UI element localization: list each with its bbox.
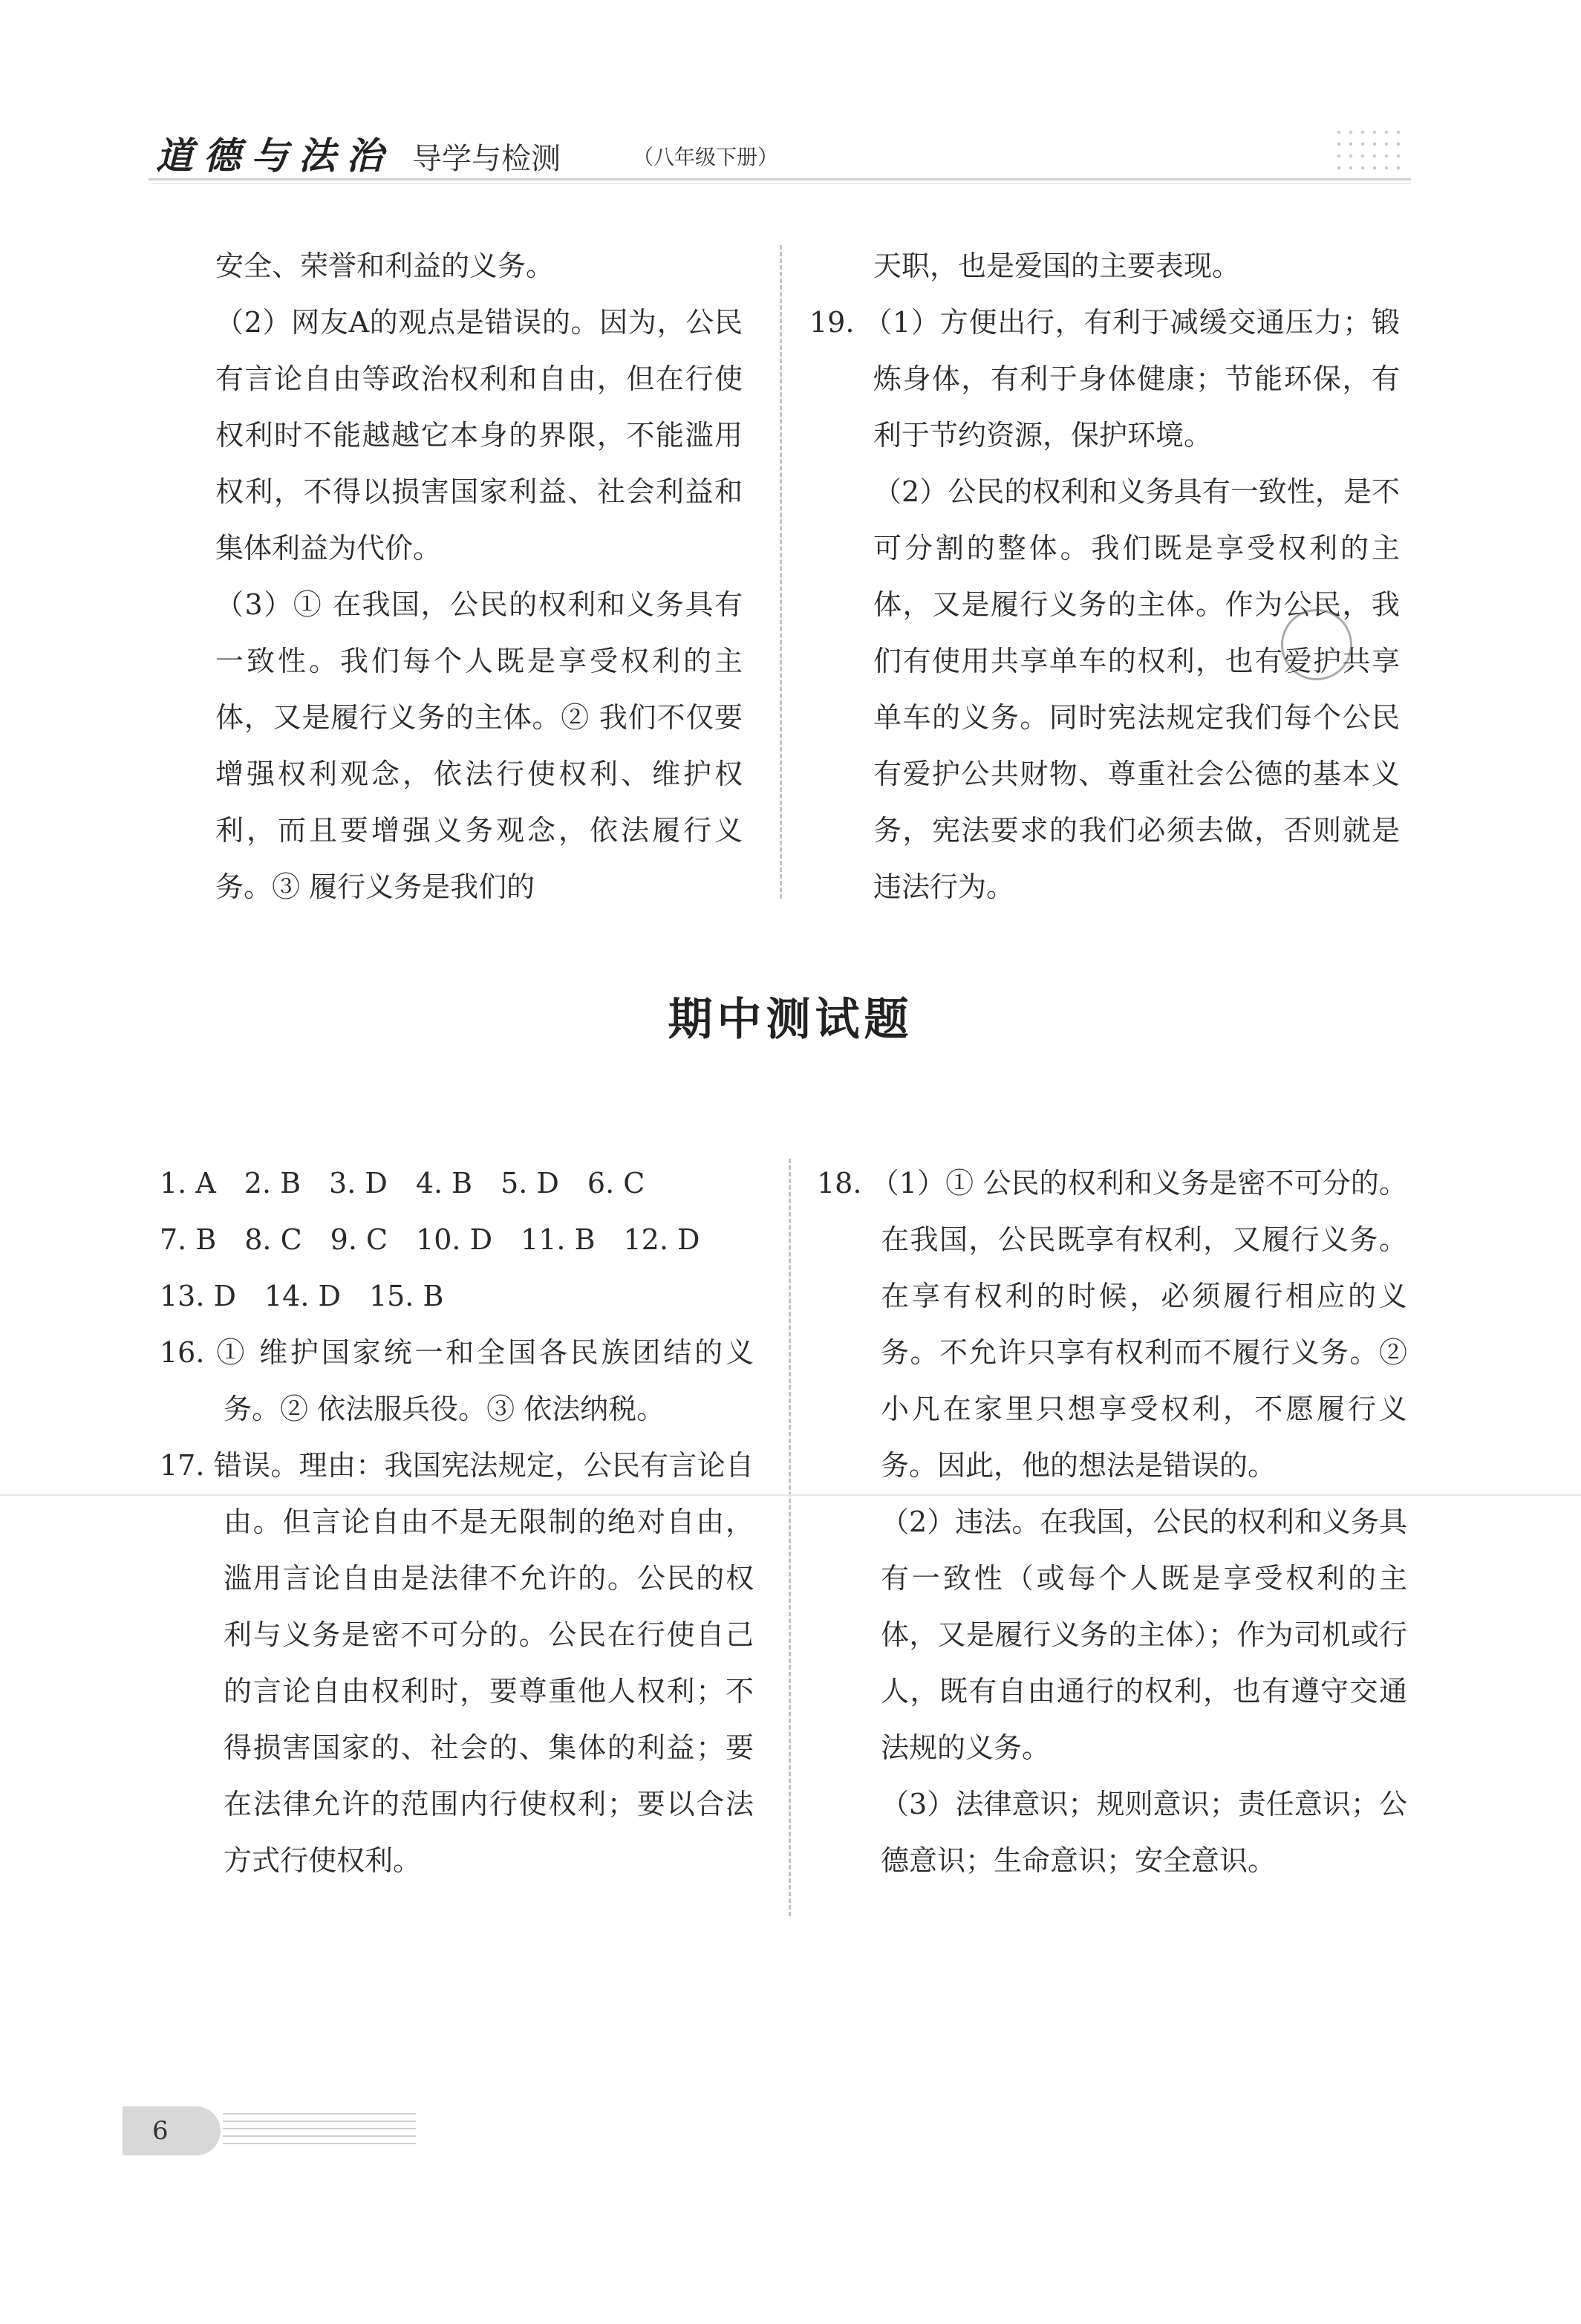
answer-paragraph: （2）违法。在我国，公民的权利和义务具有一致性（或每个人既是享受权利的主体，又是履行义务的主体）；作为司机或行人，既有自由通行的权利，也有遵守交通法规的义务。 (881, 1506, 1407, 1764)
page-number: 6 (123, 2106, 221, 2155)
top-left-column (215, 238, 743, 915)
answer-paragraph: （3）法律意识；规则意识；责任意识；公德意识；生命意识；安全意识。 (881, 1788, 1407, 1877)
header-rule (149, 178, 1411, 180)
column-divider-bottom (789, 1159, 791, 1916)
answer-item-19: 19. （1）方便出行，有利于减缓交通压力；锻炼身体，有利于身体健康；节能环保，有利于节约资源，保护环境。 (809, 306, 1400, 452)
column-divider-top (780, 245, 782, 899)
bottom-right-column (817, 1155, 1407, 1889)
answer-paragraph: 安全、荣誉和利益的义务。 (215, 250, 555, 282)
answer-item-16: 16. ① 维护国家统一和全国各民族团结的义务。② 依法服兵役。③ 依法纳税。 (160, 1336, 754, 1425)
answer-paragraph: （3）① 在我国，公民的权利和义务具有一致性。我们每个人既是享受权利的主体，又是履行义务的主体。② 我们不仅要增强权利观念，依法行使权利、维护权利，而且要增强义务观念，依法履行义务。③ 履行义务是我们的 (215, 588, 743, 903)
grade-label: （八年级下册） (633, 145, 779, 169)
page-header (149, 119, 1411, 186)
answer-item-17: 17. 错误。理由：我国宪法规定，公民有言论自由。但言论自由不是无限制的绝对自由，滥用言论自由是法律不允许的。公民的权利与义务是密不可分的。公民在行使自己的言论自由权利时，要尊重他人权利；不得损害国家的、社会的、集体的利益；要在法律允许的范围内行使权利；要以合法方式行使权利。 (160, 1449, 754, 1877)
stamp-seal (1281, 609, 1352, 680)
choice-answers-row: 1. A 2. B 3. D 4. B 5. D 6. C (160, 1167, 645, 1200)
bottom-left-column (160, 1155, 754, 1889)
footer-decoration (223, 2113, 416, 2149)
scan-fold-line (0, 1494, 1581, 1496)
book-subtitle: 导学与检测 (412, 142, 561, 176)
book-brand-title: 道德与法治 (156, 134, 394, 178)
answer-paragraph: 天职，也是爱国的主要表现。 (873, 250, 1241, 282)
answer-paragraph: （2）网友A的观点是错误的。因为，公民有言论自由等政治权利和自由，但在行使权利时不能越越它本身的界限，不能滥用权利，不得以损害国家利益、社会利益和集体利益为代价。 (215, 306, 743, 564)
answer-paragraph: （2）公民的权利和义务具有一致性，是不可分割的整体。我们既是享受权利的主体，又是履行义务的主体。作为公民，我们有使用共享单车的权利，也有爱护共享单车的义务。同时宪法规定我们每个公民有爱护公共财物、尊重社会公德的基本义务，宪法要求的我们必须去做，否则就是违法行为。 (873, 475, 1400, 903)
answer-item-18: 18. （1）① 公民的权利和义务是密不可分的。在我国，公民既享有权利，又履行义务。在享有权利的时候，必须履行相应的义务。不允许只享有权利而不履行义务。② 小凡在家里只想享受权利，不愿履行义务。因此，他的想法是错误的。 (817, 1167, 1407, 1482)
section-title: 期中测试题 (668, 994, 913, 1046)
top-right-column (809, 238, 1400, 915)
header-rule-thin (149, 183, 1411, 184)
choice-answers-row: 7. B 8. C 9. C 10. D 11. B 12. D (160, 1223, 700, 1256)
header-dot-pattern (1333, 126, 1404, 171)
choice-answers-row: 13. D 14. D 15. B (160, 1280, 444, 1312)
